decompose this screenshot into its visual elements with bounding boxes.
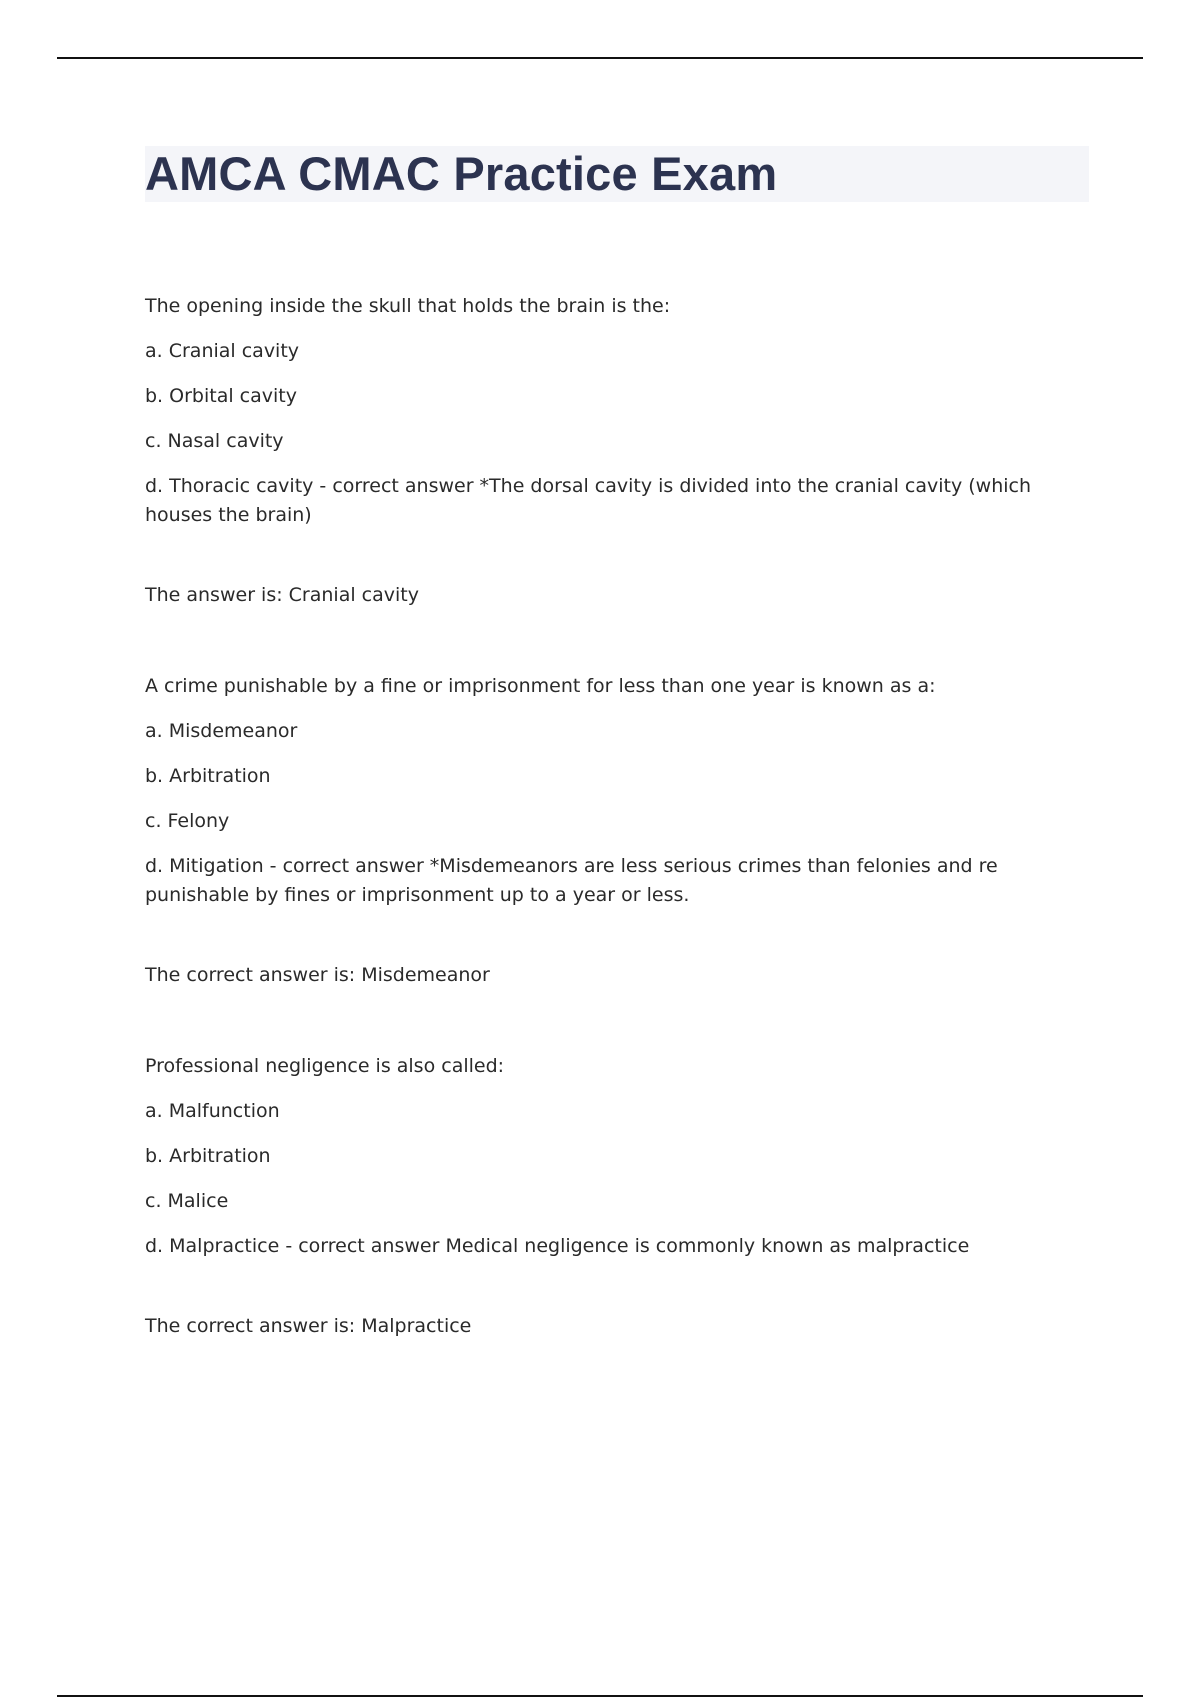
question-prompt: A crime punishable by a fine or imprisonment for less than one year is known as a: xyxy=(145,675,936,697)
answer-statement: The correct answer is: Malpractice xyxy=(145,1315,472,1337)
option-a: a. Misdemeanor xyxy=(145,720,298,742)
option-a: a. Cranial cavity xyxy=(145,340,300,362)
option-c: c. Malice xyxy=(145,1190,229,1212)
option-b: b. Arbitration xyxy=(145,765,271,787)
option-d: d. Malpractice - correct answer Medical negligence is commonly known as malpractice xyxy=(145,1235,970,1257)
option-a: a. Malfunction xyxy=(145,1100,280,1122)
option-d: d. Thoracic cavity - correct answer *The dorsal cavity is divided into the cranial cavity (which houses the brain) xyxy=(145,475,1032,526)
answer-statement: The answer is: Cranial cavity xyxy=(145,584,419,606)
question-block xyxy=(145,672,1085,990)
page-title: AMCA CMAC Practice Exam xyxy=(145,147,778,200)
question-prompt: Professional negligence is also called: xyxy=(145,1055,505,1077)
option-c: c. Felony xyxy=(145,810,230,832)
answer-statement: The correct answer is: Misdemeanor xyxy=(145,964,490,986)
option-b: b. Orbital cavity xyxy=(145,385,297,407)
option-c: c. Nasal cavity xyxy=(145,430,284,452)
question-block xyxy=(145,292,1085,610)
question-block xyxy=(145,1052,1085,1341)
option-d: d. Mitigation - correct answer *Misdemeanors are less serious crimes than felonies and re punishable by fines or imprisonment up to a year or less. xyxy=(145,855,998,906)
question-prompt: The opening inside the skull that holds the brain is the: xyxy=(145,295,671,317)
footer-rule xyxy=(57,1695,1143,1697)
option-b: b. Arbitration xyxy=(145,1145,271,1167)
question-list xyxy=(145,292,1085,1341)
header-rule xyxy=(57,57,1143,59)
